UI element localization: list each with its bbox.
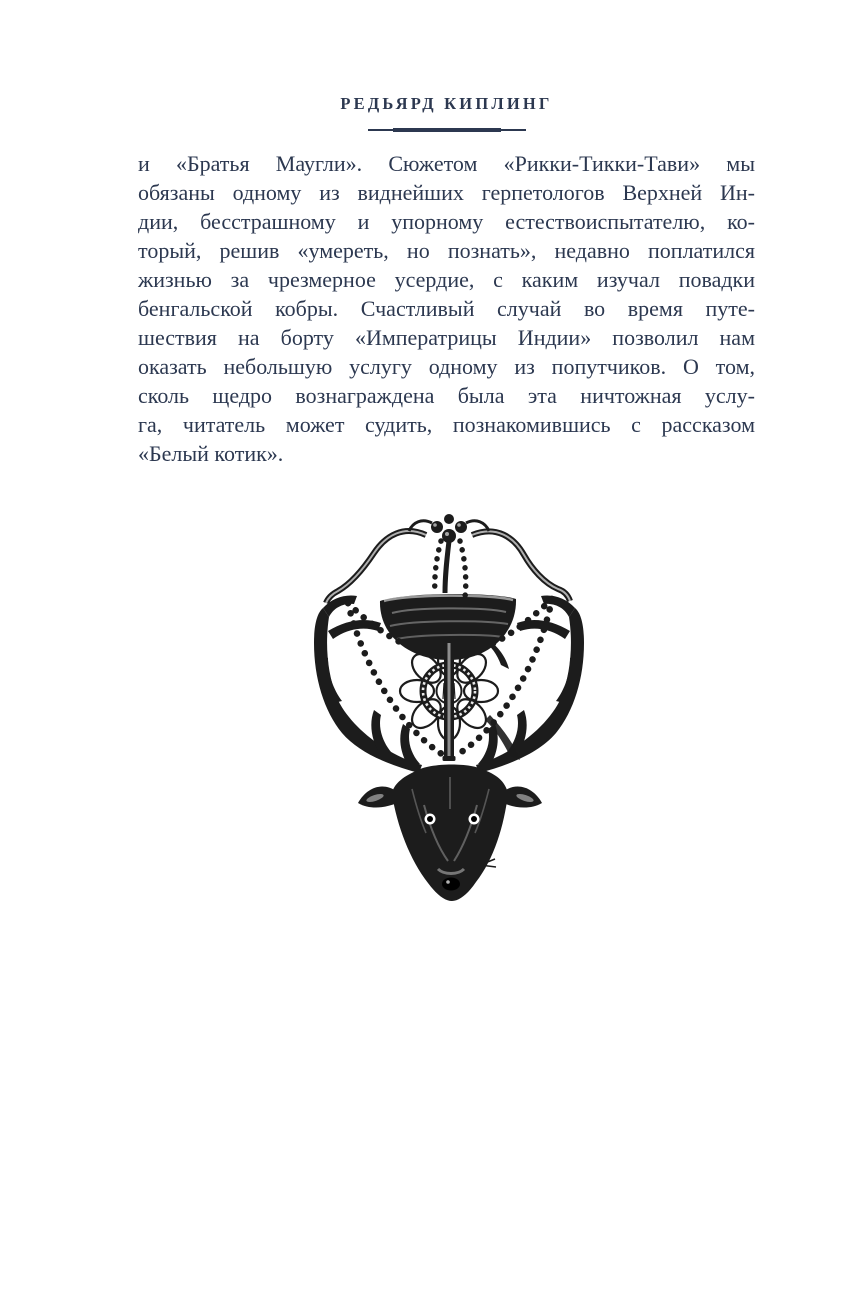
ribbon-left-icon (326, 531, 426, 603)
ornamental-rule (138, 126, 755, 134)
text-line: дии, бесстрашному и упорному естествоиспытателю, ко- (138, 209, 755, 234)
text-line: «Белый котик». (138, 441, 284, 466)
text-line: оказать небольшую услугу одному из попутчиков. О том, (138, 354, 755, 379)
stag-head-icon (358, 764, 542, 901)
rule-thin-right (501, 129, 526, 131)
text-line: торый, решив «умереть, но познать», недавно поплатился (138, 238, 755, 263)
stag-illustration (304, 513, 600, 905)
text-line: и «Братья Маугли». Сюжетом «Рикки-Тикки-Тави» мы (138, 151, 755, 176)
text-line: жизнью за чрезмерное усердие, с каким изучал повадки (138, 267, 755, 292)
text-line: шествия на борту «Императрицы Индии» позволил нам (138, 325, 755, 350)
rod-icon (443, 643, 456, 761)
rosette-medallion-icon (400, 639, 520, 760)
text-line: обязаны одному из виднейших герпетологов Верхней Ин- (138, 180, 755, 205)
text-line: га, читатель может судить, познакомившись с рассказом (138, 412, 755, 437)
text-line: бенгальской кобры. Счастливый случай во время путе- (138, 296, 755, 321)
rule-thick-center (393, 128, 501, 132)
running-head-author: РЕДЬЯРД КИПЛИНГ (340, 94, 553, 113)
text-line: сколь щедро вознаграждена была эта ничтожная услу- (138, 383, 755, 408)
finial-icon (409, 514, 489, 593)
ribbon-right-icon (472, 531, 570, 601)
rule-thin-left (368, 129, 393, 131)
body-text (138, 149, 755, 468)
